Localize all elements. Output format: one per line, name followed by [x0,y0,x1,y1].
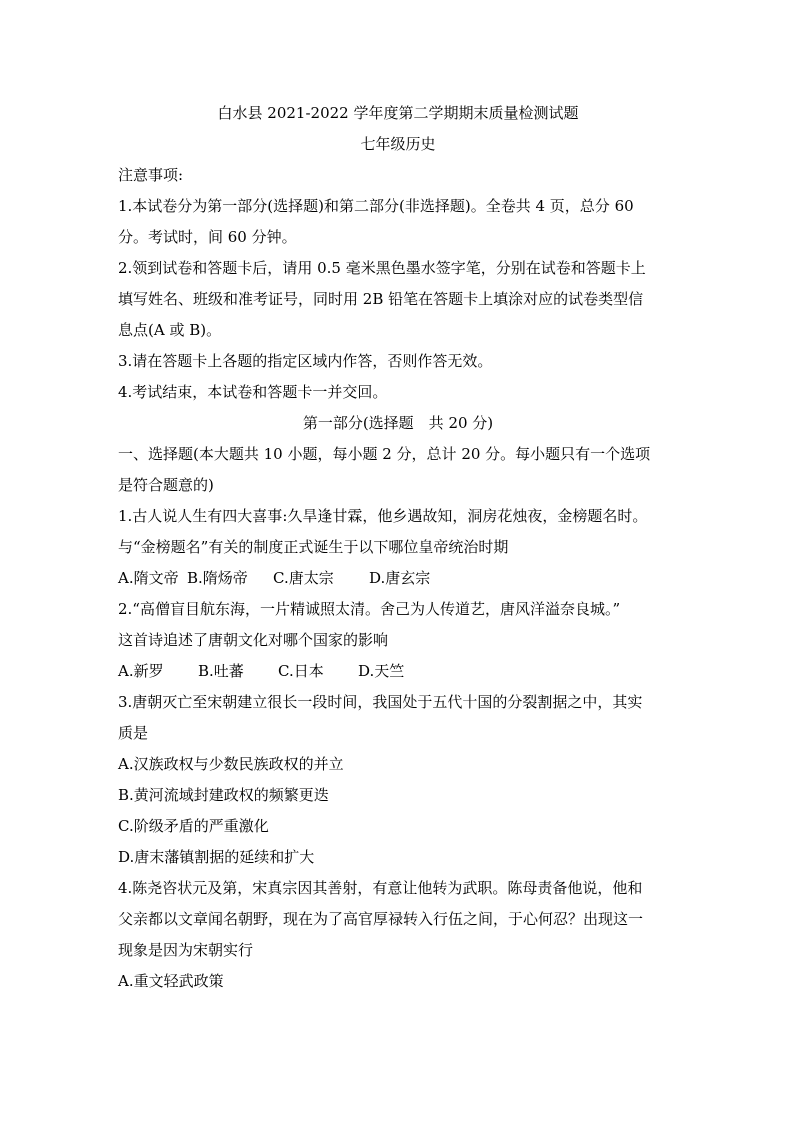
question-3-option-b: B.黄河流域封建政权的频繁更迭 [118,786,329,804]
question-1-text: 1.古人说人生有四大喜事:久旱逢甘霖，他乡遇故知，洞房花烛夜，金榜题名时。 [118,507,648,525]
question-2-option-b: B.吐蕃 [198,662,244,680]
question-2-options [118,656,678,687]
notice-line: 2.领到试卷和答题卡后，请用 0.5 毫米黑色墨水签字笔，分别在试卷和答题卡上 [118,259,646,277]
exam-subtitle: 七年级历史 [360,135,436,153]
question-3-text: 质是 [118,724,149,742]
question-1-option-a: A.隋文帝 [118,569,179,587]
notice-line: 1.本试卷分为第一部分(选择题)和第二部分(非选择题)。全卷共 4 页，总分 60 [118,197,634,215]
notice-line: 分。考试时，间 60 分钟。 [118,228,297,246]
question-4-text: 现象是因为宋朝实行 [118,941,254,959]
question-1-option-d: D.唐玄宗 [369,569,431,587]
exam-page [118,98,678,997]
question-2-text: 2.“高僧盲目航东海，一片精诚照太清。舍己为人传道艺，唐风洋溢奈良城。” [118,600,621,618]
question-3-option-d: D.唐末藩镇割据的延续和扩大 [118,848,315,866]
question-2-option-c: C.日本 [278,662,324,680]
question-2-option-d: D.天竺 [358,662,405,680]
notice-line: 息点(A 或 B)。 [118,321,222,339]
question-1-option-c: C.唐太宗 [273,569,334,587]
question-3-option-c: C.阶级矛盾的严重激化 [118,817,269,835]
question-1-option-b: B.隋炀帝 [187,569,248,587]
part1-instruction: 是符合题意的) [118,476,214,494]
question-4-text: 4.陈尧咨状元及第，宋真宗因其善射，有意让他转为武职。陈母责备他说，他和 [118,879,643,897]
question-4-option-a: A.重文轻武政策 [118,972,224,990]
notice-heading: 注意事项: [118,166,184,184]
question-3-text: 3.唐朝灭亡至宋朝建立很长一段时间，我国处于五代十国的分裂割据之中，其实 [118,693,643,711]
question-4-text: 父亲都以文章闻名朝野，现在为了高官厚禄转入行伍之间，于心何忍？出现这一 [118,910,644,928]
part1-instruction: 一、选择题(本大题共 10 小题，每小题 2 分，总计 20 分。每小题只有一个选项 [118,445,651,463]
question-2-text: 这首诗追述了唐朝文化对哪个国家的影响 [118,631,389,649]
exam-title: 白水县 2021-2022 学年度第二学期期末质量检测试题 [217,104,579,122]
question-1-text: 与“金榜题名”有关的制度正式诞生于以下哪位皇帝统治时期 [118,538,509,556]
notice-line: 4.考试结束，本试卷和答题卡一并交回。 [118,383,388,401]
part1-heading: 第一部分(选择题 共 20 分) [302,414,494,432]
notice-line: 填写姓名、班级和准考证号，同时用 2B 铅笔在答题卡上填涂对应的试卷类型信 [118,290,644,308]
question-3-option-a: A.汉族政权与少数民族政权的并立 [118,755,344,773]
question-2-option-a: A.新罗 [118,662,164,680]
question-1-options [118,563,678,594]
notice-line: 3.请在答题卡上各题的指定区域内作答，否则作答无效。 [118,352,493,370]
